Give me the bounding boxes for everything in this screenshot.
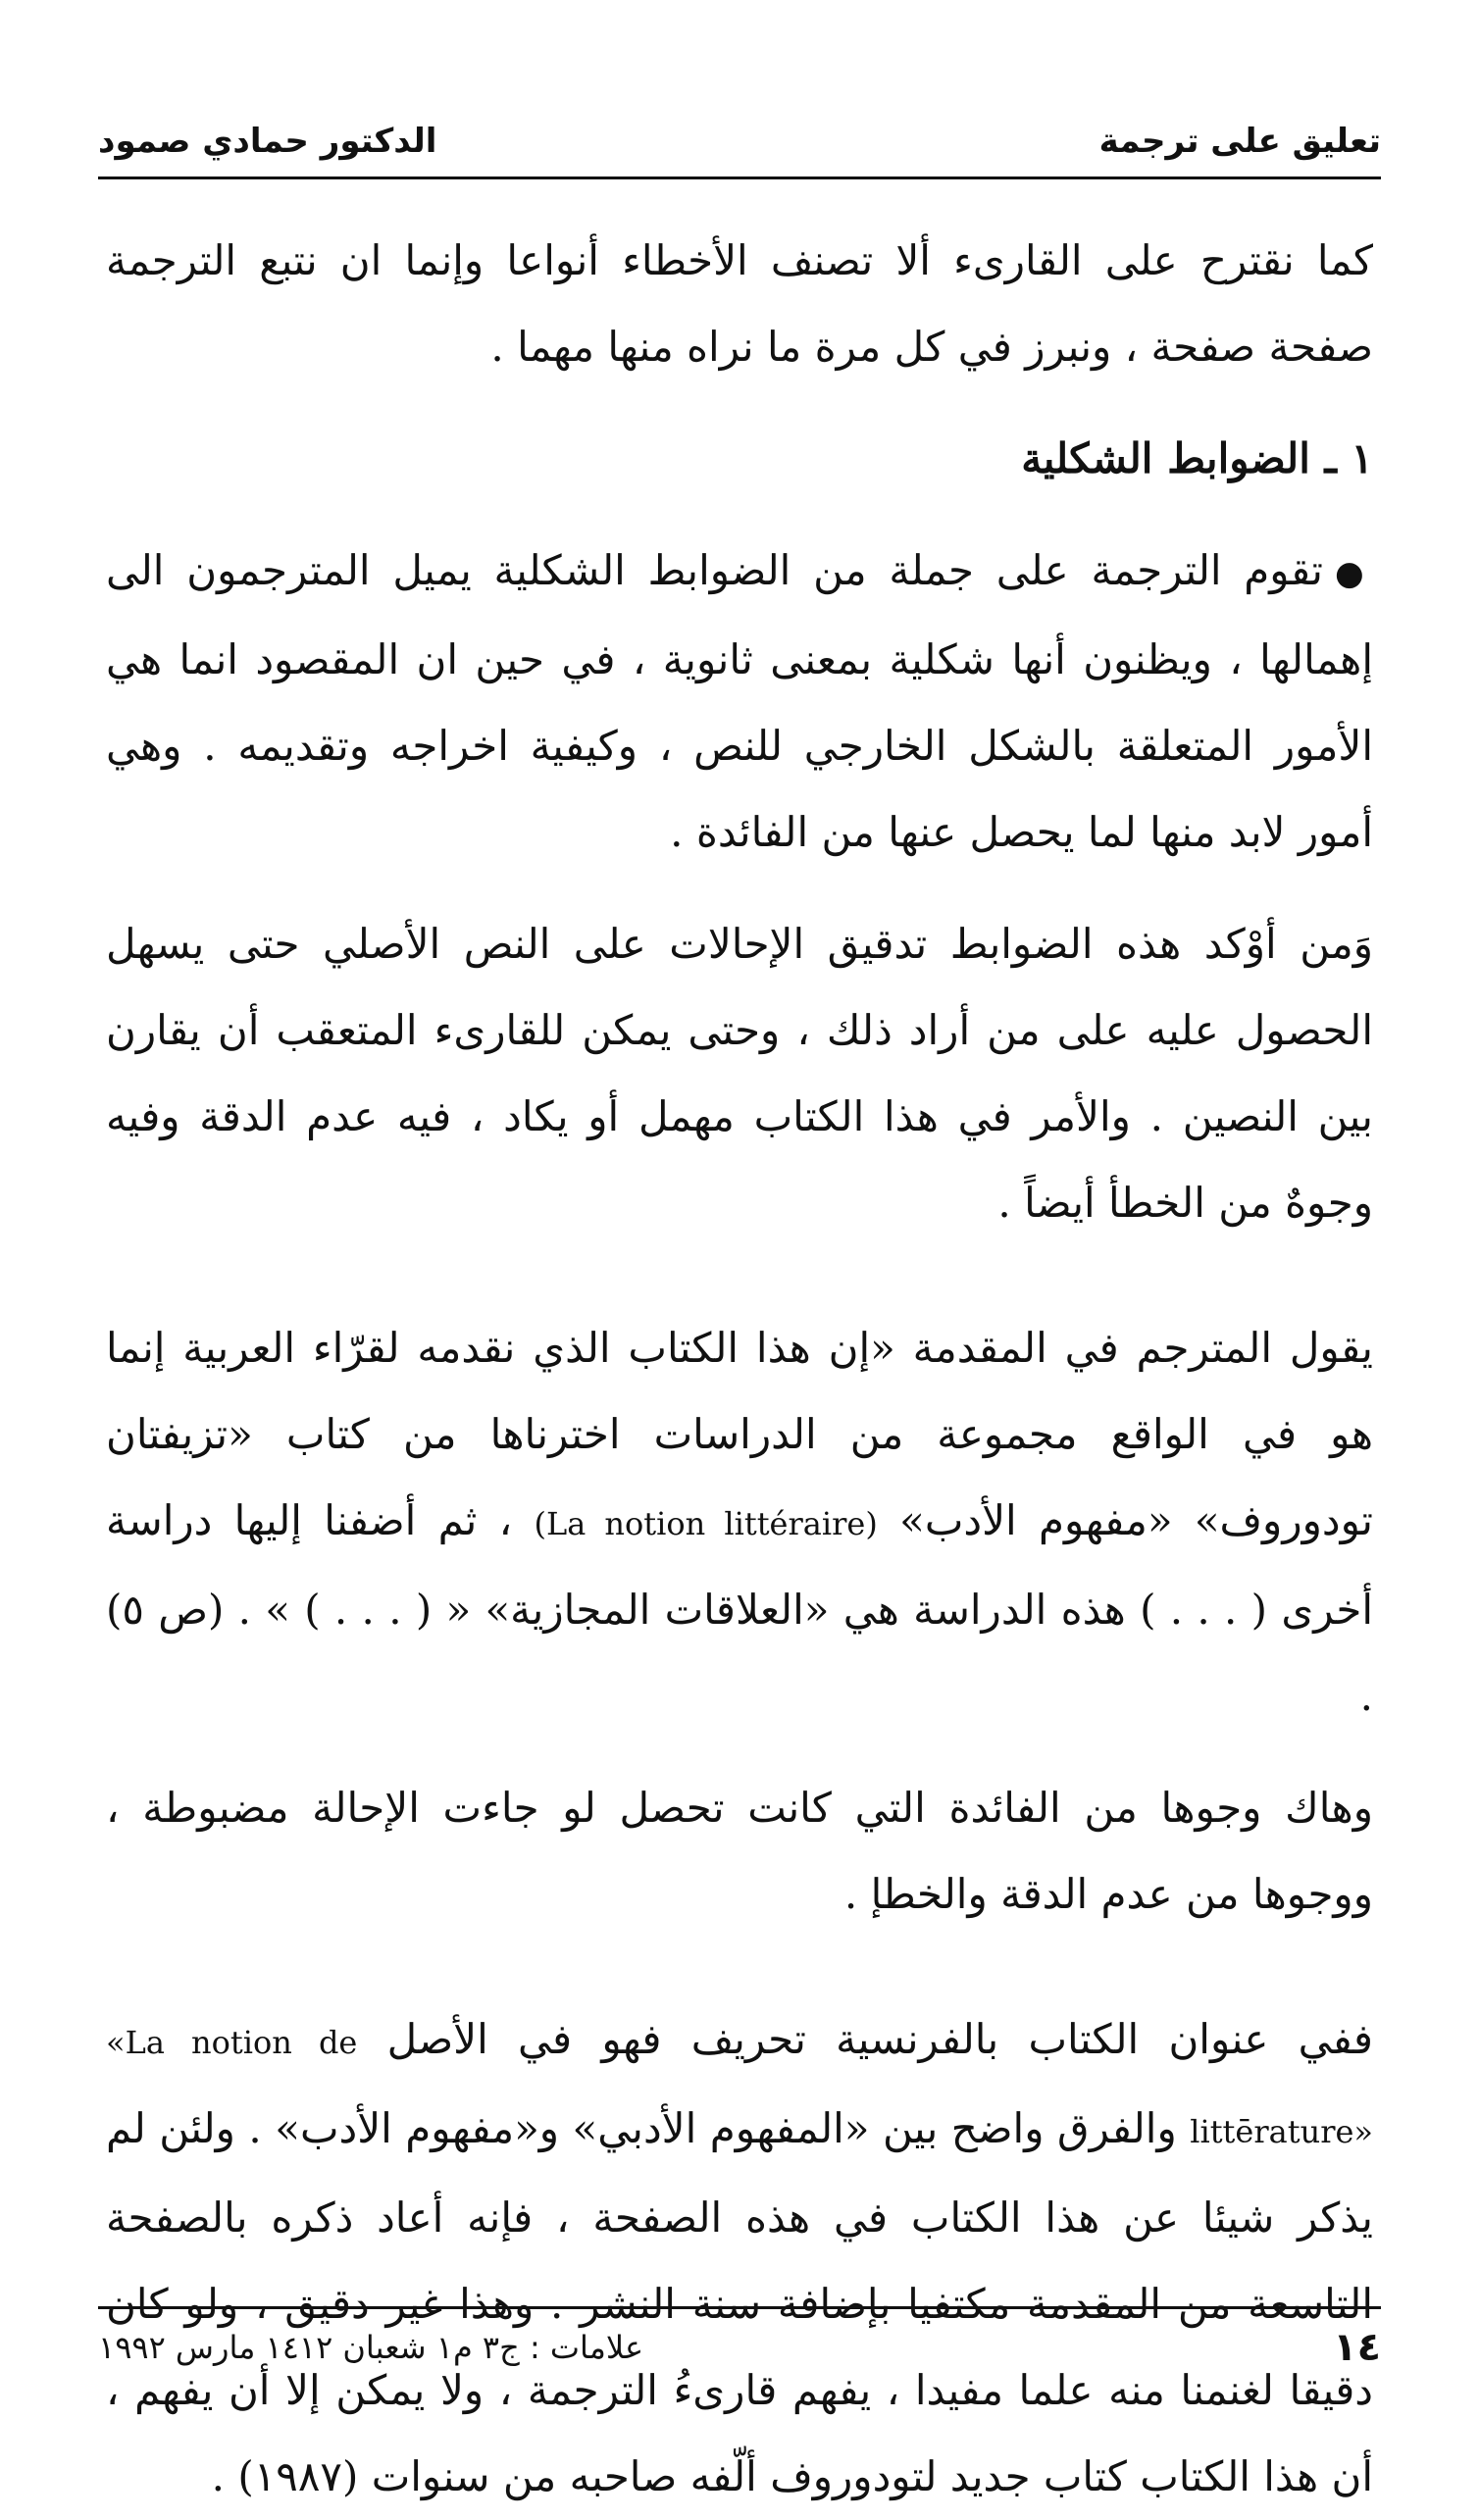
french-original-title: «La notion de littērature»	[106, 2024, 1373, 2150]
french-title-citation: (La notion littéraire)	[534, 1505, 878, 1542]
paragraph-references: وَمن أوْكد هذه الضوابط تدقيق الإحالات على النص الأصلي حتى يسهل الحصول عليه على من أراد ذلك ، وحتى يمكن للقارىء المتعقب أن يقارن بين النصين . والأمر في هذا الكتاب مهمل أو يكاد ، فيه عدم الدقة وفيه وجوهٌ من الخطأ أيضاً .	[106, 920, 1373, 1227]
paragraph-benefits: وهاك وجوها من الفائدة التي كانت تحصل لو جاءت الإحالة مضبوطة ، ووجوها من عدم الدقة والخطإ .	[106, 1784, 1373, 1918]
running-footer	[98, 2316, 1381, 2379]
running-header	[98, 110, 1381, 173]
page-number: ١٤	[1333, 2325, 1381, 2370]
header-rule	[98, 176, 1381, 179]
header-author: الدكتور حمادي صمود	[98, 122, 437, 161]
title-distortion-start: ففي عنوان الكتاب بالفرنسية تحريف فهو في الأصل	[386, 2015, 1373, 2063]
paragraph-title-distortion	[106, 1996, 1373, 2520]
section-heading: ١ ـ الضوابط الشكلية	[1021, 434, 1373, 482]
title-distortion-end: والفرق واضح بين «المفهوم الأدبي» و«مفهوم الأدب» . ولئن لم يذكر شيئا عن هذا الكتاب في هذه الصفحة ، فإنه أعاد ذكره بالصفحة التاسعة من المقدمة مكتفيا بإضافة سنة النشر . وهذا غير دقيق ، ولو كان دقيقا لغنمنا منه علما مفيدا ، يفهم قارىءُ الترجمة ، ولا يمكن إلا أن يفهم ، أن هذا الكتاب كتاب جديد لتودوروف ألّفه صاحبه من سنوات (١٩٨٧) .	[106, 2104, 1373, 2500]
paragraph-translator-quote	[106, 1305, 1373, 1739]
quote-text-start: يقول المترجم في المقدمة «إن هذا الكتاب الذي نقدمه لقرّاء العربية إنما هو في الواقع مجموعة من الدراسات اخترناها من كتاب «تزيفتان تودوروف» «مفهوم الأدب»	[106, 1324, 1373, 1544]
footer-rule	[98, 2306, 1381, 2309]
paragraph-formal-rules-text: تقوم الترجمة على جملة من الضوابط الشكلية يميل المترجمون الى إهمالها ، ويظنون أنها شكلية بمعنى ثانوية ، في حين ان المقصود انما هي الأمور المتعلقة بالشكل الخارجي للنص ، وكيفية اخراجه وتقديمه . وهي أمور لابد منها لما يحصل عنها من الفائدة .	[106, 546, 1373, 856]
paragraph-formal-rules	[106, 528, 1373, 876]
bullet-icon: ●	[1334, 554, 1374, 593]
article-body	[106, 218, 1373, 2520]
paragraph-intro: كما نقترح على القارىء ألا تصنف الأخطاء أنواعا وإنما ان نتبع الترجمة صفحة صفحة ، ونبرز في كل مرة ما نراه منها مهما .	[106, 236, 1373, 371]
journal-citation: علامات : ج٣ م١ شعبان ١٤١٢ مارس ١٩٩٢	[98, 2329, 644, 2366]
header-title: تعليق على ترجمة	[1098, 122, 1381, 161]
quote-text-end: ، ثم أضفنا إليها دراسة أخرى ( . . . ) هذه الدراسة هي «العلاقات المجازية» « ( . . . ) » . (ص ٥) .	[106, 1496, 1373, 1720]
